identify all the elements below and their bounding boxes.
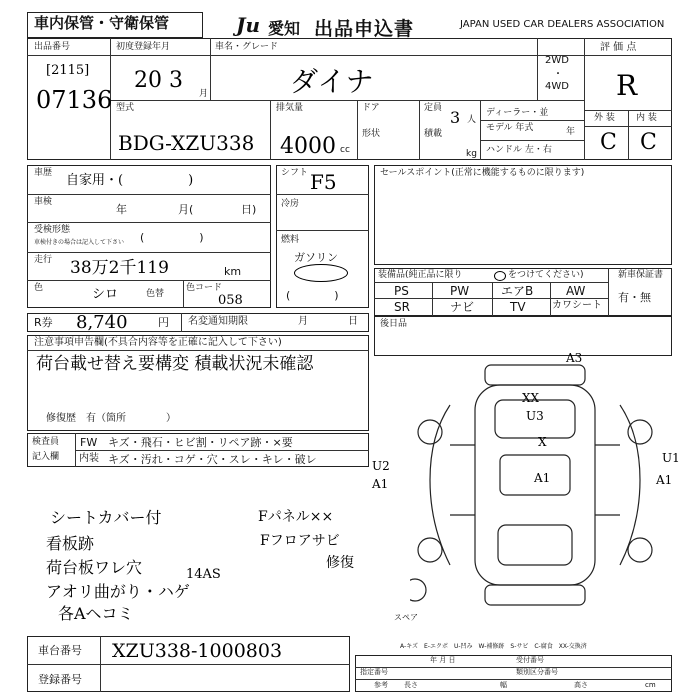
doors-label: ドア [362,103,380,113]
capacity-value: 3 [450,108,461,127]
damage-mark-x: X [538,435,547,449]
car-name-value: ダイナ [290,65,374,98]
damage-mark-a1-left: A1 [372,477,389,491]
color-tone-label: 色替 [146,289,165,299]
mileage-unit: km [224,265,242,278]
remarks-label: 後日品 [380,319,408,329]
fuel-circle-mark [294,264,348,282]
inspection-year: 年 [116,203,127,216]
displacement-unit: cc [340,145,350,155]
spare-label: スペア [394,613,418,622]
car-name-label: 車名・グレード [215,42,279,52]
model-label: 型式 [116,103,135,113]
first-reg-value: 20 3 [134,68,183,93]
receive-note: 車検付きの場合は記入して下さい [34,239,125,246]
lot-bracket: [2115] [46,63,90,78]
comment-extra: 修復 [326,555,354,571]
inspection-day: 日) [241,203,257,216]
inspector-interior-items: キズ・汚れ・コゲ・穴・スレ・キレ・破レ [108,453,317,466]
interior-label: 内 装 [636,113,657,123]
equip-airbag: エアB [501,284,534,298]
capacity-label: 定員 [424,103,443,113]
comment-right-2: Fフロアサビ [260,533,340,549]
equip-navi: ナビ [450,300,475,314]
inspector-label-2: 記入欄 [32,452,60,462]
warranty-label: 新車保証書 [618,270,664,280]
footer-date: 年 月 日 [430,656,456,664]
storage-label: 車内保管・守衛保管 [34,14,170,32]
footer-unit: cm [645,681,656,689]
footer-width: 幅 [500,681,507,689]
remarks-frame [374,316,672,356]
footer-length: 長さ [404,681,418,689]
model-year-unit: 年 [566,127,576,137]
capacity-unit: 人 [467,115,477,125]
comment-right-1: Fパネル×× [258,509,334,525]
drive-2wd: 2WD [545,55,569,66]
history-value: 自家用・( ) [66,173,194,188]
name-change-day: 日 [348,316,358,327]
footer-class: 類別区分番号 [516,668,558,676]
equip-leather-seat: カワシート [552,300,602,311]
mileage-label: 走行 [34,255,53,265]
drive-4wd: 4WD [545,81,569,92]
damage-mark-u3: U3 [526,409,544,423]
sales-point-frame [374,165,672,265]
comment-line-4: アオリ曲がり・ハゲ [46,582,190,601]
exterior-label: 外 装 [594,113,615,123]
damage-mark-xx: XX [522,391,540,405]
comment-line-3: 荷台板ワレ穴 [46,558,143,577]
footer-receipt: 受付番号 [516,656,544,664]
recycle-label: R券 [34,316,53,329]
first-reg-label: 初度登録年月 [116,42,171,52]
chassis-label: 車台番号 [38,644,82,657]
mileage-value: 38万2千119 [70,258,169,278]
org-name: 愛知 [268,19,301,38]
handle-label: ハンドル 左・右 [486,145,552,155]
color-code-label: 色コード [186,283,223,293]
interior-grade: C [640,130,657,155]
shift-value: F5 [310,170,337,194]
equip-sr: SR [394,300,410,314]
damage-mark-u2: U2 [372,459,390,473]
notes-label: 注意事項申告欄(不具合内容等を正確に記入して下さい) [34,337,282,348]
damage-mark-a3: A3 [566,351,583,365]
recycle-value: 8,740 [76,312,128,333]
sales-point-label: セールスポイント(正常に機能するものに限ります) [380,168,585,178]
form-title: 出品申込書 [314,18,415,40]
fuel-label: 燃料 [281,235,300,245]
damage-mark-a1-center: A1 [534,471,551,485]
damage-mark-a1-right: A1 [656,473,673,487]
receive-paren: ( ) [140,231,204,244]
inspector-label-1: 検査員 [32,437,60,447]
drive-dot: ・ [553,69,563,80]
footer-height: 高さ [574,681,588,689]
damage-legend: A-キズ E-エクボ U-凹み W-補修跡 S-サビ C-腐食 XX-交換済 [400,643,587,650]
load-unit: kg [466,149,477,159]
equip-ps: PS [394,284,409,298]
recycle-unit: 円 [158,316,169,329]
ac-label: 冷房 [281,199,300,209]
comment-line-5: 各Aヘコミ [58,604,134,623]
exterior-grade: C [600,130,617,155]
fuel-paren: ( ) [286,289,339,302]
name-change-month: 月 [298,316,308,327]
inspector-interior: 内装 [79,453,99,464]
equipment-label: 装備品(純正品に限り [378,270,463,280]
inspector-fw-items: キズ・飛石・ヒビ割・リペア跡・×要 [108,436,293,449]
repair-history: 修復歴 有（箇所 ） [46,413,176,424]
inspector-fw: FW [80,436,98,449]
association-name: JAPAN USED CAR DEALERS ASSOCIATION [460,19,665,30]
history-label: 車歴 [34,168,53,178]
damage-mark-u1: U1 [662,451,680,465]
color-label: 色 [34,283,44,293]
color-code-value: 058 [218,293,243,308]
model-value: BDG-XZU338 [118,131,255,155]
equip-pw: PW [450,284,470,298]
rating-value: R [616,69,638,102]
lot-number: 07136 [36,86,113,114]
shift-label: シフト [281,168,309,178]
comment-line-1: シートカバー付 [50,508,162,527]
notes-text: 荷台載せ替え要構変 積載状況未確認 [36,354,314,374]
footer-maker: 指定番号 [360,668,388,676]
inspection-month: 月( [178,203,194,216]
comment-center: 14AS [186,567,221,582]
rating-label: 評 価 点 [600,42,637,53]
footer-ref: 参考 [374,681,388,689]
chassis-number: XZU338-1000803 [112,640,283,662]
dealer-label: ディーラー・並 [486,108,549,118]
ju-logo: Ju [236,13,261,37]
receive-label: 受検形態 [34,225,71,235]
equipment-label-2: をつけてください) [508,270,584,280]
model-year-label: モデル 年式 [486,123,534,133]
inspection-label: 車検 [34,197,53,207]
displacement-label: 排気量 [276,103,304,113]
registration-label: 登録番号 [38,673,82,686]
first-reg-unit: 月 [199,89,209,99]
name-change-label: 名変通知期限 [188,316,248,327]
comment-line-2: 看板跡 [46,534,95,553]
warranty-options: 有・無 [618,291,651,304]
check-circle-icon [494,271,506,281]
load-label: 積載 [424,129,443,139]
equip-tv: TV [510,300,526,314]
fuel-value: ガソリン [294,251,338,264]
displacement-value: 4000 [280,134,336,159]
lot-label: 出品番号 [34,42,71,52]
equip-aw: AW [566,284,586,298]
form-label: 形状 [362,129,381,139]
color-value: シロ [92,287,119,302]
footer-table [355,655,672,692]
